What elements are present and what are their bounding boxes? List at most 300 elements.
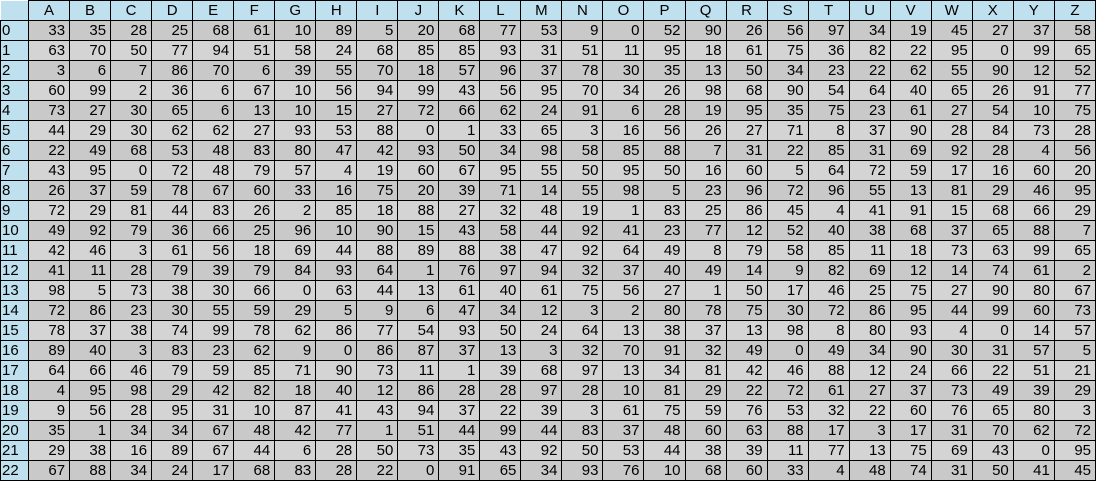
cell-P22[interactable]: 10: [644, 461, 685, 481]
row-header-18[interactable]: 18: [1, 381, 29, 401]
cell-Z18[interactable]: 29: [1054, 381, 1095, 401]
cell-V15[interactable]: 93: [890, 321, 931, 341]
cell-O1[interactable]: 11: [603, 41, 644, 61]
cell-Z8[interactable]: 95: [1054, 181, 1095, 201]
cell-R22[interactable]: 60: [726, 461, 767, 481]
cell-J22[interactable]: 0: [398, 461, 439, 481]
cell-S18[interactable]: 72: [767, 381, 808, 401]
cell-X15[interactable]: 0: [972, 321, 1013, 341]
cell-E3[interactable]: 6: [193, 81, 234, 101]
cell-V10[interactable]: 68: [890, 221, 931, 241]
cell-I21[interactable]: 50: [357, 441, 398, 461]
column-header-g[interactable]: G: [275, 1, 316, 21]
column-header-y[interactable]: Y: [1013, 1, 1054, 21]
cell-Q10[interactable]: 77: [685, 221, 726, 241]
cell-C8[interactable]: 59: [111, 181, 152, 201]
cell-M2[interactable]: 37: [521, 61, 562, 81]
cell-I7[interactable]: 19: [357, 161, 398, 181]
cell-V7[interactable]: 59: [890, 161, 931, 181]
cell-H17[interactable]: 90: [316, 361, 357, 381]
cell-P10[interactable]: 23: [644, 221, 685, 241]
cell-S4[interactable]: 35: [767, 101, 808, 121]
cell-W5[interactable]: 28: [931, 121, 972, 141]
cell-Q21[interactable]: 38: [685, 441, 726, 461]
cell-W18[interactable]: 73: [931, 381, 972, 401]
cell-K15[interactable]: 93: [439, 321, 480, 341]
cell-I14[interactable]: 9: [357, 301, 398, 321]
cell-C14[interactable]: 23: [111, 301, 152, 321]
cell-V22[interactable]: 74: [890, 461, 931, 481]
cell-J8[interactable]: 20: [398, 181, 439, 201]
cell-R19[interactable]: 76: [726, 401, 767, 421]
column-header-p[interactable]: P: [644, 1, 685, 21]
cell-V0[interactable]: 19: [890, 21, 931, 41]
row-header-11[interactable]: 11: [1, 241, 29, 261]
row-header-22[interactable]: 22: [1, 461, 29, 481]
cell-H22[interactable]: 28: [316, 461, 357, 481]
cell-Q20[interactable]: 60: [685, 421, 726, 441]
cell-A21[interactable]: 29: [29, 441, 70, 461]
cell-I3[interactable]: 94: [357, 81, 398, 101]
cell-W15[interactable]: 4: [931, 321, 972, 341]
cell-X19[interactable]: 65: [972, 401, 1013, 421]
cell-K12[interactable]: 76: [439, 261, 480, 281]
cell-H18[interactable]: 40: [316, 381, 357, 401]
cell-L12[interactable]: 97: [480, 261, 521, 281]
cell-G16[interactable]: 9: [275, 341, 316, 361]
cell-L19[interactable]: 22: [480, 401, 521, 421]
row-header-15[interactable]: 15: [1, 321, 29, 341]
cell-E16[interactable]: 23: [193, 341, 234, 361]
cell-X12[interactable]: 74: [972, 261, 1013, 281]
column-header-a[interactable]: A: [29, 1, 70, 21]
cell-D15[interactable]: 74: [152, 321, 193, 341]
cell-Y19[interactable]: 80: [1013, 401, 1054, 421]
cell-R15[interactable]: 13: [726, 321, 767, 341]
cell-Z5[interactable]: 28: [1054, 121, 1095, 141]
cell-L16[interactable]: 13: [480, 341, 521, 361]
cell-F12[interactable]: 79: [234, 261, 275, 281]
cell-V11[interactable]: 18: [890, 241, 931, 261]
cell-N3[interactable]: 70: [562, 81, 603, 101]
cell-V9[interactable]: 91: [890, 201, 931, 221]
cell-X4[interactable]: 54: [972, 101, 1013, 121]
cell-S5[interactable]: 71: [767, 121, 808, 141]
cell-B6[interactable]: 49: [70, 141, 111, 161]
cell-J19[interactable]: 94: [398, 401, 439, 421]
cell-L13[interactable]: 40: [480, 281, 521, 301]
cell-X11[interactable]: 63: [972, 241, 1013, 261]
cell-L21[interactable]: 43: [480, 441, 521, 461]
cell-M1[interactable]: 31: [521, 41, 562, 61]
cell-S11[interactable]: 58: [767, 241, 808, 261]
cell-C1[interactable]: 50: [111, 41, 152, 61]
cell-X3[interactable]: 26: [972, 81, 1013, 101]
cell-E8[interactable]: 67: [193, 181, 234, 201]
cell-F10[interactable]: 25: [234, 221, 275, 241]
cell-C22[interactable]: 34: [111, 461, 152, 481]
cell-R14[interactable]: 75: [726, 301, 767, 321]
cell-H14[interactable]: 5: [316, 301, 357, 321]
cell-U18[interactable]: 27: [849, 381, 890, 401]
cell-L1[interactable]: 93: [480, 41, 521, 61]
cell-W17[interactable]: 66: [931, 361, 972, 381]
cell-Q0[interactable]: 90: [685, 21, 726, 41]
cell-K8[interactable]: 39: [439, 181, 480, 201]
cell-U14[interactable]: 86: [849, 301, 890, 321]
cell-Q9[interactable]: 25: [685, 201, 726, 221]
cell-A13[interactable]: 98: [29, 281, 70, 301]
cell-J9[interactable]: 88: [398, 201, 439, 221]
cell-O12[interactable]: 37: [603, 261, 644, 281]
cell-V8[interactable]: 13: [890, 181, 931, 201]
cell-M5[interactable]: 65: [521, 121, 562, 141]
cell-J14[interactable]: 6: [398, 301, 439, 321]
cell-C5[interactable]: 30: [111, 121, 152, 141]
cell-L15[interactable]: 50: [480, 321, 521, 341]
cell-K4[interactable]: 66: [439, 101, 480, 121]
column-header-i[interactable]: I: [357, 1, 398, 21]
cell-C13[interactable]: 73: [111, 281, 152, 301]
cell-O20[interactable]: 37: [603, 421, 644, 441]
cell-L9[interactable]: 32: [480, 201, 521, 221]
cell-H15[interactable]: 86: [316, 321, 357, 341]
cell-K7[interactable]: 67: [439, 161, 480, 181]
cell-T19[interactable]: 32: [808, 401, 849, 421]
cell-K14[interactable]: 47: [439, 301, 480, 321]
cell-D9[interactable]: 44: [152, 201, 193, 221]
cell-H12[interactable]: 93: [316, 261, 357, 281]
cell-K6[interactable]: 50: [439, 141, 480, 161]
cell-Y18[interactable]: 39: [1013, 381, 1054, 401]
cell-U1[interactable]: 82: [849, 41, 890, 61]
cell-B7[interactable]: 95: [70, 161, 111, 181]
cell-S2[interactable]: 34: [767, 61, 808, 81]
cell-R18[interactable]: 22: [726, 381, 767, 401]
row-header-9[interactable]: 9: [1, 201, 29, 221]
cell-H0[interactable]: 89: [316, 21, 357, 41]
cell-B12[interactable]: 11: [70, 261, 111, 281]
cell-M22[interactable]: 34: [521, 461, 562, 481]
cell-L5[interactable]: 33: [480, 121, 521, 141]
column-header-b[interactable]: B: [70, 1, 111, 21]
cell-M4[interactable]: 24: [521, 101, 562, 121]
cell-O3[interactable]: 34: [603, 81, 644, 101]
cell-U20[interactable]: 3: [849, 421, 890, 441]
cell-G18[interactable]: 18: [275, 381, 316, 401]
cell-Z20[interactable]: 72: [1054, 421, 1095, 441]
cell-L7[interactable]: 95: [480, 161, 521, 181]
cell-I6[interactable]: 42: [357, 141, 398, 161]
cell-E6[interactable]: 48: [193, 141, 234, 161]
cell-F16[interactable]: 62: [234, 341, 275, 361]
cell-T16[interactable]: 49: [808, 341, 849, 361]
column-header-t[interactable]: T: [808, 1, 849, 21]
cell-L3[interactable]: 56: [480, 81, 521, 101]
cell-W12[interactable]: 14: [931, 261, 972, 281]
cell-X2[interactable]: 90: [972, 61, 1013, 81]
cell-U3[interactable]: 64: [849, 81, 890, 101]
cell-F4[interactable]: 13: [234, 101, 275, 121]
cell-Q15[interactable]: 37: [685, 321, 726, 341]
cell-K10[interactable]: 43: [439, 221, 480, 241]
cell-E20[interactable]: 67: [193, 421, 234, 441]
cell-B2[interactable]: 6: [70, 61, 111, 81]
cell-D22[interactable]: 24: [152, 461, 193, 481]
cell-C10[interactable]: 79: [111, 221, 152, 241]
cell-I4[interactable]: 27: [357, 101, 398, 121]
cell-L0[interactable]: 77: [480, 21, 521, 41]
cell-U6[interactable]: 31: [849, 141, 890, 161]
cell-A9[interactable]: 72: [29, 201, 70, 221]
cell-S8[interactable]: 72: [767, 181, 808, 201]
cell-W6[interactable]: 92: [931, 141, 972, 161]
cell-Y5[interactable]: 73: [1013, 121, 1054, 141]
cell-Q14[interactable]: 78: [685, 301, 726, 321]
cell-H7[interactable]: 4: [316, 161, 357, 181]
cell-V14[interactable]: 95: [890, 301, 931, 321]
cell-N11[interactable]: 92: [562, 241, 603, 261]
cell-T21[interactable]: 77: [808, 441, 849, 461]
cell-B19[interactable]: 56: [70, 401, 111, 421]
cell-L4[interactable]: 62: [480, 101, 521, 121]
cell-I19[interactable]: 43: [357, 401, 398, 421]
cell-M6[interactable]: 98: [521, 141, 562, 161]
cell-A22[interactable]: 67: [29, 461, 70, 481]
cell-R4[interactable]: 95: [726, 101, 767, 121]
cell-Y15[interactable]: 14: [1013, 321, 1054, 341]
column-header-r[interactable]: R: [726, 1, 767, 21]
cell-N5[interactable]: 3: [562, 121, 603, 141]
cell-W1[interactable]: 95: [931, 41, 972, 61]
cell-F3[interactable]: 67: [234, 81, 275, 101]
cell-M14[interactable]: 12: [521, 301, 562, 321]
cell-P12[interactable]: 40: [644, 261, 685, 281]
cell-Q11[interactable]: 8: [685, 241, 726, 261]
row-header-19[interactable]: 19: [1, 401, 29, 421]
cell-Z16[interactable]: 5: [1054, 341, 1095, 361]
cell-C19[interactable]: 28: [111, 401, 152, 421]
cell-O22[interactable]: 76: [603, 461, 644, 481]
cell-H19[interactable]: 41: [316, 401, 357, 421]
cell-E11[interactable]: 56: [193, 241, 234, 261]
cell-E1[interactable]: 94: [193, 41, 234, 61]
cell-E5[interactable]: 62: [193, 121, 234, 141]
cell-W16[interactable]: 30: [931, 341, 972, 361]
row-header-13[interactable]: 13: [1, 281, 29, 301]
cell-X5[interactable]: 84: [972, 121, 1013, 141]
row-header-1[interactable]: 1: [1, 41, 29, 61]
cell-V5[interactable]: 90: [890, 121, 931, 141]
cell-R21[interactable]: 39: [726, 441, 767, 461]
cell-I15[interactable]: 77: [357, 321, 398, 341]
cell-H3[interactable]: 56: [316, 81, 357, 101]
cell-X0[interactable]: 27: [972, 21, 1013, 41]
cell-R0[interactable]: 26: [726, 21, 767, 41]
cell-G13[interactable]: 0: [275, 281, 316, 301]
row-header-8[interactable]: 8: [1, 181, 29, 201]
cell-K5[interactable]: 1: [439, 121, 480, 141]
cell-S19[interactable]: 53: [767, 401, 808, 421]
cell-F11[interactable]: 18: [234, 241, 275, 261]
cell-A20[interactable]: 35: [29, 421, 70, 441]
cell-T18[interactable]: 61: [808, 381, 849, 401]
cell-X10[interactable]: 65: [972, 221, 1013, 241]
cell-U8[interactable]: 55: [849, 181, 890, 201]
cell-N8[interactable]: 55: [562, 181, 603, 201]
cell-C17[interactable]: 46: [111, 361, 152, 381]
row-header-17[interactable]: 17: [1, 361, 29, 381]
cell-T5[interactable]: 8: [808, 121, 849, 141]
row-header-21[interactable]: 21: [1, 441, 29, 461]
cell-G5[interactable]: 93: [275, 121, 316, 141]
cell-C0[interactable]: 28: [111, 21, 152, 41]
cell-Y16[interactable]: 57: [1013, 341, 1054, 361]
cell-I12[interactable]: 64: [357, 261, 398, 281]
cell-Z3[interactable]: 77: [1054, 81, 1095, 101]
cell-B9[interactable]: 29: [70, 201, 111, 221]
cell-F17[interactable]: 85: [234, 361, 275, 381]
cell-R16[interactable]: 49: [726, 341, 767, 361]
cell-Z4[interactable]: 75: [1054, 101, 1095, 121]
cell-G14[interactable]: 29: [275, 301, 316, 321]
cell-G21[interactable]: 6: [275, 441, 316, 461]
cell-W10[interactable]: 37: [931, 221, 972, 241]
cell-O10[interactable]: 41: [603, 221, 644, 241]
cell-Y12[interactable]: 61: [1013, 261, 1054, 281]
cell-Y21[interactable]: 0: [1013, 441, 1054, 461]
cell-A4[interactable]: 73: [29, 101, 70, 121]
cell-G9[interactable]: 2: [275, 201, 316, 221]
cell-D5[interactable]: 62: [152, 121, 193, 141]
cell-I17[interactable]: 73: [357, 361, 398, 381]
cell-I2[interactable]: 70: [357, 61, 398, 81]
cell-I22[interactable]: 22: [357, 461, 398, 481]
cell-N22[interactable]: 93: [562, 461, 603, 481]
cell-C15[interactable]: 38: [111, 321, 152, 341]
cell-J4[interactable]: 72: [398, 101, 439, 121]
cell-E15[interactable]: 99: [193, 321, 234, 341]
cell-J17[interactable]: 11: [398, 361, 439, 381]
cell-Y13[interactable]: 80: [1013, 281, 1054, 301]
cell-H9[interactable]: 85: [316, 201, 357, 221]
cell-T10[interactable]: 40: [808, 221, 849, 241]
cell-G6[interactable]: 80: [275, 141, 316, 161]
cell-B22[interactable]: 88: [70, 461, 111, 481]
cell-L20[interactable]: 99: [480, 421, 521, 441]
cell-R3[interactable]: 68: [726, 81, 767, 101]
cell-I9[interactable]: 18: [357, 201, 398, 221]
cell-G17[interactable]: 71: [275, 361, 316, 381]
cell-T8[interactable]: 96: [808, 181, 849, 201]
cell-A15[interactable]: 78: [29, 321, 70, 341]
cell-D8[interactable]: 78: [152, 181, 193, 201]
cell-S20[interactable]: 88: [767, 421, 808, 441]
cell-O9[interactable]: 1: [603, 201, 644, 221]
cell-I5[interactable]: 88: [357, 121, 398, 141]
column-header-q[interactable]: Q: [685, 1, 726, 21]
cell-O15[interactable]: 13: [603, 321, 644, 341]
cell-C16[interactable]: 3: [111, 341, 152, 361]
cell-G22[interactable]: 83: [275, 461, 316, 481]
cell-H11[interactable]: 44: [316, 241, 357, 261]
cell-X7[interactable]: 16: [972, 161, 1013, 181]
cell-Z14[interactable]: 73: [1054, 301, 1095, 321]
cell-V18[interactable]: 37: [890, 381, 931, 401]
cell-J13[interactable]: 13: [398, 281, 439, 301]
cell-C7[interactable]: 0: [111, 161, 152, 181]
cell-C20[interactable]: 34: [111, 421, 152, 441]
cell-S12[interactable]: 9: [767, 261, 808, 281]
cell-K17[interactable]: 1: [439, 361, 480, 381]
cell-W8[interactable]: 81: [931, 181, 972, 201]
cell-O17[interactable]: 13: [603, 361, 644, 381]
cell-H16[interactable]: 0: [316, 341, 357, 361]
cell-N10[interactable]: 92: [562, 221, 603, 241]
cell-U5[interactable]: 37: [849, 121, 890, 141]
cell-S14[interactable]: 30: [767, 301, 808, 321]
cell-P14[interactable]: 80: [644, 301, 685, 321]
cell-Z2[interactable]: 52: [1054, 61, 1095, 81]
cell-J18[interactable]: 86: [398, 381, 439, 401]
cell-J10[interactable]: 15: [398, 221, 439, 241]
cell-T7[interactable]: 64: [808, 161, 849, 181]
column-header-w[interactable]: W: [931, 1, 972, 21]
cell-K19[interactable]: 37: [439, 401, 480, 421]
cell-W7[interactable]: 17: [931, 161, 972, 181]
column-header-k[interactable]: K: [439, 1, 480, 21]
cell-K22[interactable]: 91: [439, 461, 480, 481]
cell-Y1[interactable]: 99: [1013, 41, 1054, 61]
cell-J21[interactable]: 73: [398, 441, 439, 461]
cell-Y4[interactable]: 10: [1013, 101, 1054, 121]
cell-F13[interactable]: 66: [234, 281, 275, 301]
cell-F19[interactable]: 10: [234, 401, 275, 421]
cell-I13[interactable]: 44: [357, 281, 398, 301]
cell-M9[interactable]: 48: [521, 201, 562, 221]
cell-M8[interactable]: 14: [521, 181, 562, 201]
cell-G3[interactable]: 10: [275, 81, 316, 101]
cell-J16[interactable]: 87: [398, 341, 439, 361]
cell-W19[interactable]: 76: [931, 401, 972, 421]
cell-P0[interactable]: 52: [644, 21, 685, 41]
cell-O18[interactable]: 10: [603, 381, 644, 401]
cell-D2[interactable]: 86: [152, 61, 193, 81]
cell-D6[interactable]: 53: [152, 141, 193, 161]
cell-U9[interactable]: 41: [849, 201, 890, 221]
cell-S13[interactable]: 17: [767, 281, 808, 301]
cell-E22[interactable]: 17: [193, 461, 234, 481]
cell-G11[interactable]: 69: [275, 241, 316, 261]
cell-N6[interactable]: 58: [562, 141, 603, 161]
cell-O14[interactable]: 2: [603, 301, 644, 321]
cell-H8[interactable]: 16: [316, 181, 357, 201]
cell-T13[interactable]: 46: [808, 281, 849, 301]
cell-S6[interactable]: 22: [767, 141, 808, 161]
cell-L2[interactable]: 96: [480, 61, 521, 81]
cell-U0[interactable]: 34: [849, 21, 890, 41]
cell-Z1[interactable]: 65: [1054, 41, 1095, 61]
cell-E14[interactable]: 55: [193, 301, 234, 321]
cell-M11[interactable]: 47: [521, 241, 562, 261]
cell-D21[interactable]: 89: [152, 441, 193, 461]
cell-O0[interactable]: 0: [603, 21, 644, 41]
cell-J1[interactable]: 85: [398, 41, 439, 61]
cell-I8[interactable]: 75: [357, 181, 398, 201]
cell-Z19[interactable]: 3: [1054, 401, 1095, 421]
cell-R11[interactable]: 79: [726, 241, 767, 261]
cell-P3[interactable]: 26: [644, 81, 685, 101]
